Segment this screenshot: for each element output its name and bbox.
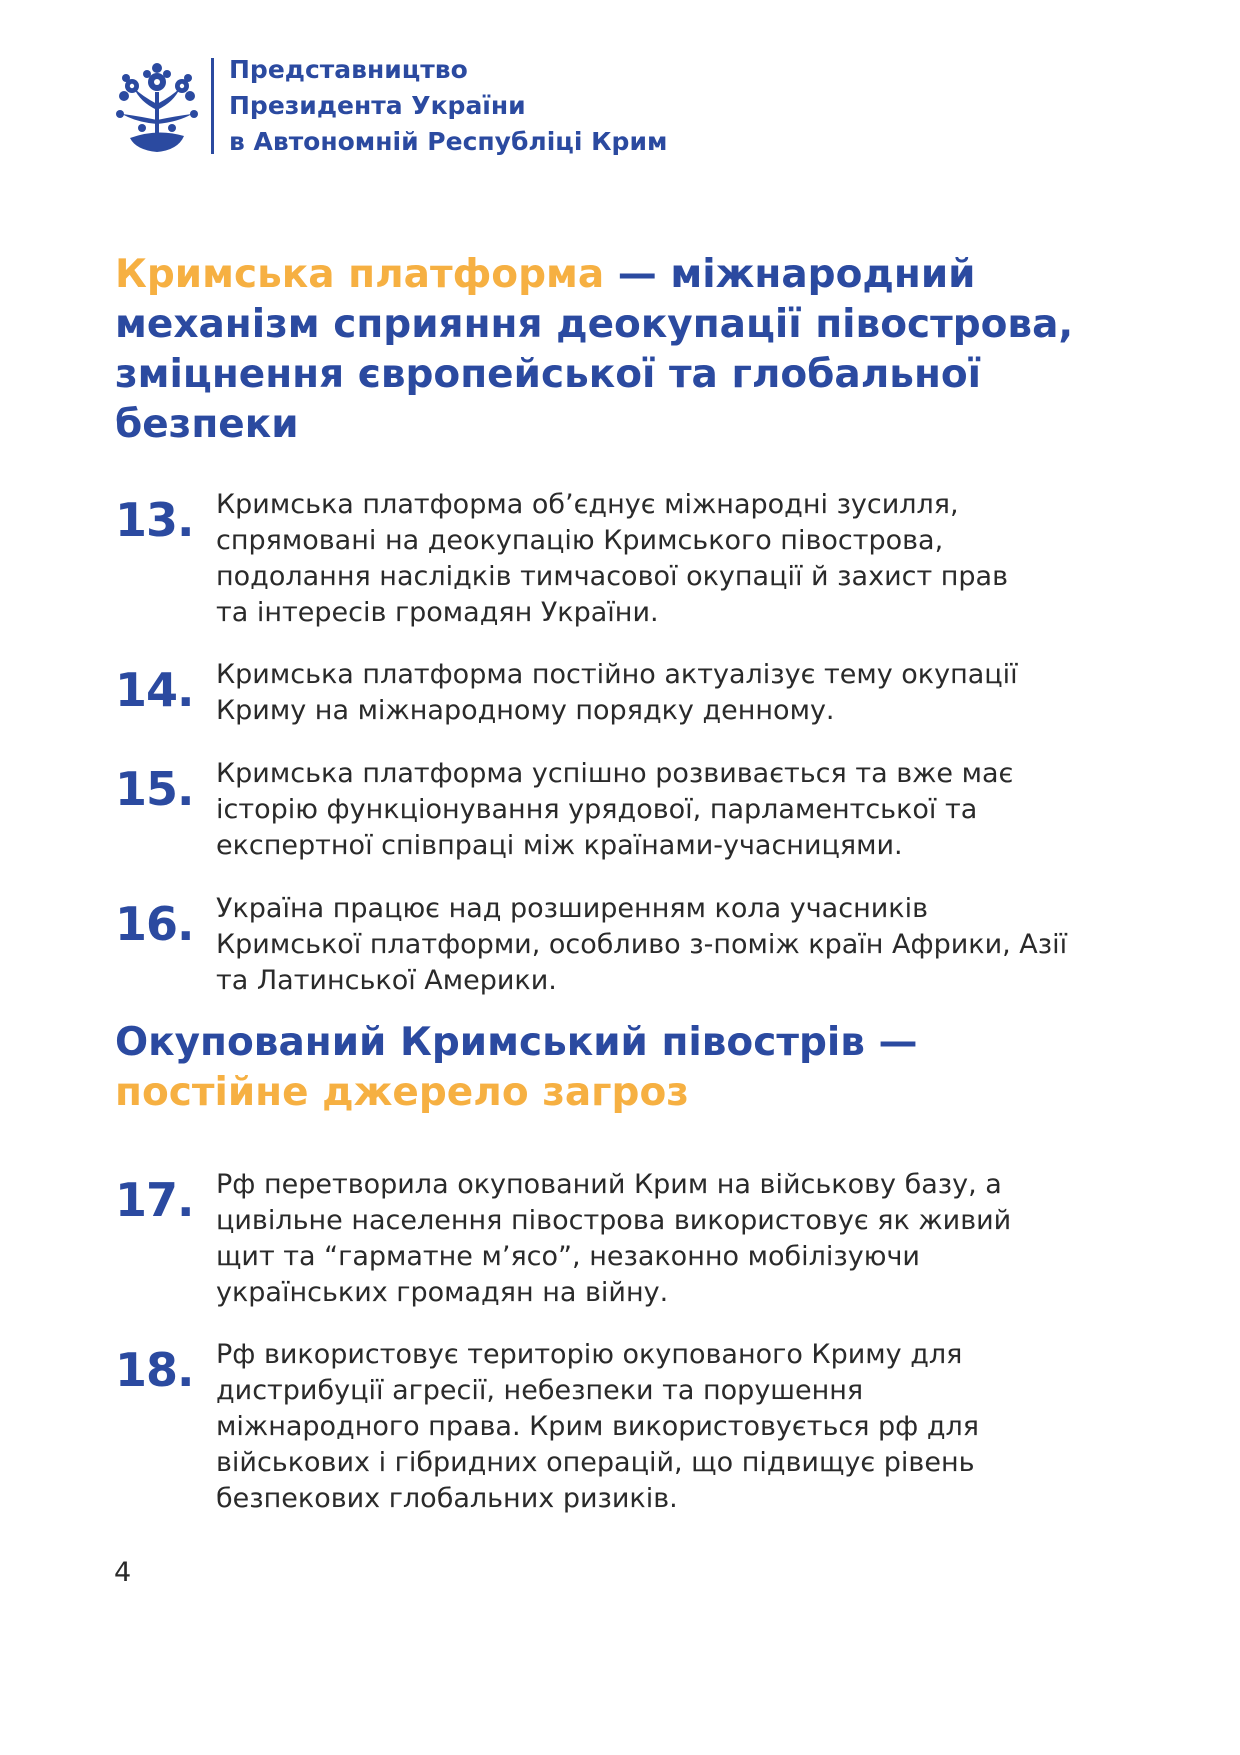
item-text-line: експертної співпраці між країнами-учасницями.	[216, 830, 903, 861]
item-text-line: цивільне населення півострова використовує як живий	[216, 1205, 1012, 1236]
item-text-line: щит та “гарматне м’ясо”, незаконно мобілізуючи	[216, 1241, 920, 1272]
section-heading-crimea-platform	[115, 250, 1175, 450]
item-text-line: Україна працює над розширенням кола учасників	[216, 893, 928, 924]
item-text-line: та Латинської Америки.	[216, 965, 557, 996]
crimean-ornament-icon	[112, 58, 202, 154]
item-text	[216, 891, 1156, 999]
item-text-line: Кримської платформи, особливо з-поміж країн Африки, Азії	[216, 929, 1068, 960]
item-number: 13.	[115, 493, 194, 547]
item-number: 15.	[115, 762, 194, 816]
item-text-line: Кримська платформа успішно розвивається та вже має	[216, 758, 1014, 789]
item-text	[216, 756, 1156, 864]
header-logo	[112, 52, 832, 162]
item-text-line: спрямовані на деокупацію Кримського півострова,	[216, 525, 944, 556]
org-name-line: в Автономній Республіці Крим	[229, 127, 668, 156]
item-text-line: Кримська платформа об’єднує міжнародні зусилля,	[216, 489, 959, 520]
item-text-line: Кримська платформа постійно актуалізує тему окупації	[216, 659, 1018, 690]
heading-accent-text: постійне джерело загроз	[115, 1070, 689, 1115]
heading-text: Окупований Кримський півострів —	[115, 1020, 918, 1065]
logo-divider	[211, 58, 214, 154]
item-text	[216, 657, 1156, 729]
item-text	[216, 1167, 1156, 1311]
item-number: 18.	[115, 1343, 194, 1397]
item-text-line: подолання наслідків тимчасової окупації й захист прав	[216, 561, 1009, 592]
item-text-line: Криму на міжнародному порядку денному.	[216, 695, 835, 726]
item-text-line: дистрибуції агресії, небезпеки та порушення	[216, 1375, 864, 1406]
heading-text: — міжнародний механізм сприяння деокупації півострова, зміцнення європейської та глобальної безпеки	[115, 252, 1074, 447]
item-text-line: українських громадян на війну.	[216, 1277, 669, 1308]
section-heading-occupied-crimea	[115, 1018, 1175, 1118]
item-text-line: Рф використовує територію окупованого Криму для	[216, 1339, 963, 1370]
heading-accent-text: Кримська платформа	[115, 252, 605, 297]
item-text-line: військових і гібридних операцій, що підвищує рівень	[216, 1447, 975, 1478]
item-text-line: Рф перетворила окупований Крим на військову базу, а	[216, 1169, 1002, 1200]
item-text	[216, 487, 1156, 631]
page-number: 4	[114, 1557, 132, 1588]
item-text-line: міжнародного права. Крим використовується рф для	[216, 1411, 980, 1442]
org-name-line: Президента України	[229, 91, 526, 120]
item-number: 17.	[115, 1173, 194, 1227]
org-name-line: Представництво	[229, 55, 468, 84]
item-number: 16.	[115, 897, 194, 951]
item-text-line: та інтересів громадян України.	[216, 597, 659, 628]
item-text	[216, 1337, 1156, 1517]
item-text-line: безпекових глобальних ризиків.	[216, 1483, 678, 1514]
item-text-line: історію функціонування урядової, парламентської та	[216, 794, 978, 825]
item-number: 14.	[115, 663, 194, 717]
organization-name	[229, 52, 667, 160]
